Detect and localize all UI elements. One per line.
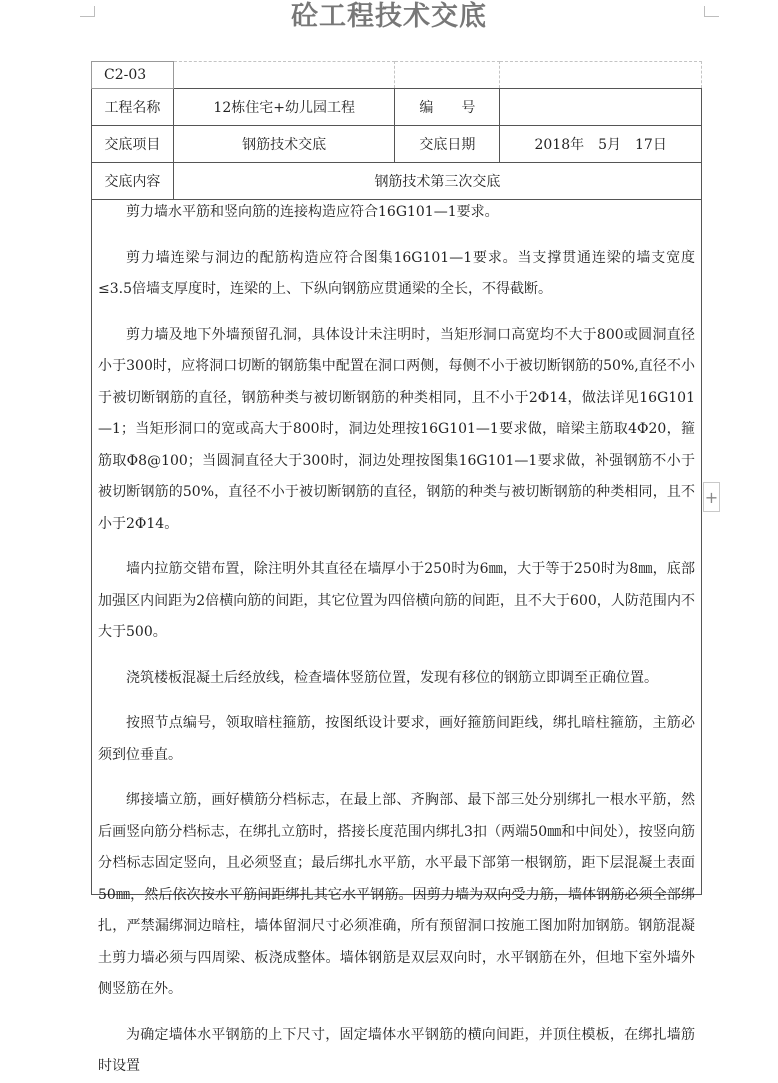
plus-icon: + — [704, 488, 719, 507]
add-row-button[interactable] — [703, 482, 720, 512]
body-paragraph: 墙内拉筋交错布置，除注明外其直径在墙厚小于250时为6㎜，大于等于250时为8㎜，底部加强区内间距为2倍横向筋的间距，其它位置为四倍横向筋的间距，且不大于600，人防范围内不大于500。 — [98, 561, 695, 640]
project-name-value: 12栋住宅+幼儿园工程 — [173, 89, 395, 126]
form-code-row — [92, 62, 702, 89]
item-value: 钢筋技术交底 — [173, 126, 395, 163]
body-paragraph: 剪力墙及地下外墙预留孔洞，具体设计未注明时，当矩形洞口高宽均不大于800或圆洞直径小于300时，应将洞口切断的钢筋集中配置在洞口两侧，每侧不小于被切断钢筋的50%,直径不小于被切断钢筋的直径，钢筋种类与被切断钢筋的种类相同，且不小于2Φ14，做法详见16G101—1；当矩形洞口的宽或高大于800时，洞边处理按16G101—1要求做，暗梁主筋取4Φ20，箍筋取Φ8@100；当圆洞直径大于300时，洞边处理按图集16G101—1要求做，补强钢筋不小于被切断钢筋的50%，直径不小于被切断钢筋的直径，钢筋的种类与被切断钢筋的种类相同，且不小于2Φ14。 — [98, 326, 695, 532]
body-paragraph: 为确定墙体水平钢筋的上下尺寸，固定墙体水平钢筋的横向间距，并顶住模板，在绑扎墙筋时设置 — [98, 1026, 695, 1074]
empty-cell — [173, 62, 395, 89]
body-paragraph: 剪力墙连梁与洞边的配筋构造应符合图集16G101—1要求。当支撑贯通连梁的墙支宽度≤3.5倍墙支厚度时，连梁的上、下纵向钢筋应贯通梁的全长，不得截断。 — [98, 249, 695, 297]
content-body-row — [92, 200, 702, 895]
item-row — [92, 126, 702, 163]
body-paragraph: 按照节点编号，领取暗柱箍筋，按图纸设计要求，画好箍筋间距线，绑扎暗柱箍筋，主筋必须到位垂直。 — [98, 715, 695, 763]
date-value: 2018年 5月 17日 — [500, 126, 702, 163]
content-value: 钢筋技术第三次交底 — [173, 163, 701, 200]
content-row — [92, 163, 702, 200]
number-label: 编 号 — [395, 89, 500, 126]
content-body — [92, 200, 702, 1074]
body-paragraph: 绑接墙立筋，画好横筋分档标志，在最上部、齐胸部、最下部三处分别绑扎一根水平筋，然后画竖向筋分档标志，在绑扎立筋时，搭接长度范围内绑扎3扣（两端50㎜和中间处），按竖向筋分档标志固定竖向，且必须竖直；最后绑扎水平筋，水平最下部第一根钢筋，距下层混凝土表面50㎜，然后依次按水平筋间距绑扎其它水平钢筋。因剪力墙为双向受力筋，墙体钢筋必须全部绑扎，严禁漏绑洞边暗柱，墙体留洞尺寸必须准确，所有预留洞口按施工图加附加钢筋。钢筋混凝土剪力墙必须与四周梁、板浇成整体。墙体钢筋是双层双向时，水平钢筋在外，但地下室外墙外侧竖筋在外。 — [98, 792, 695, 997]
body-paragraph: 浇筑楼板混凝土后经放线，检查墙体竖筋位置，发现有移位的钢筋立即调至正确位置。 — [126, 669, 658, 686]
empty-cell — [500, 62, 702, 89]
item-label: 交底项目 — [92, 126, 174, 163]
form-code: C2-03 — [92, 62, 174, 89]
document-title: 砼工程技术交底 — [291, 1, 487, 32]
disclosure-form-table — [91, 61, 702, 1074]
body-paragraph: 剪力墙水平筋和竖向筋的连接构造应符合16G101—1要求。 — [126, 204, 499, 220]
number-value — [500, 89, 702, 126]
content-body-text — [92, 197, 701, 1074]
content-label: 交底内容 — [92, 163, 174, 200]
project-name-label: 工程名称 — [92, 89, 174, 126]
date-label: 交底日期 — [395, 126, 500, 163]
project-row — [92, 89, 702, 126]
empty-cell — [395, 62, 500, 89]
